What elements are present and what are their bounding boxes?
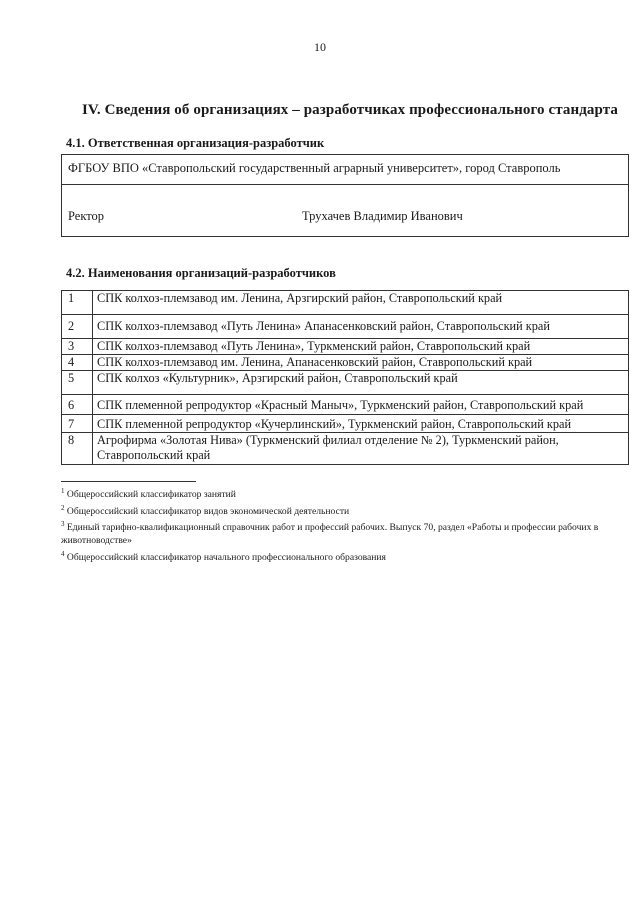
footnote-text: Общероссийский классификатор занятий bbox=[66, 489, 236, 501]
footnote bbox=[61, 518, 629, 547]
footnote-text: Общероссийский классификатор начального профессионального образования bbox=[66, 551, 386, 563]
row-number: 5 bbox=[62, 371, 93, 395]
responsible-role: Ректор bbox=[68, 209, 105, 223]
row-number: 4 bbox=[62, 355, 93, 371]
row-number: 3 bbox=[62, 339, 93, 355]
responsible-person: Трухачев Владимир Иванович bbox=[302, 209, 463, 223]
table-divider bbox=[62, 184, 628, 185]
row-number: 6 bbox=[62, 395, 93, 415]
table-row bbox=[62, 371, 629, 395]
footnotes bbox=[61, 485, 629, 564]
footnote bbox=[61, 485, 629, 502]
footnote-separator bbox=[61, 481, 196, 482]
table-row bbox=[62, 415, 629, 433]
footnote-mark: 3 bbox=[61, 520, 65, 529]
org-name: СПК колхоз-племзавод «Путь Ленина», Туркменский район, Ставропольский край bbox=[93, 339, 629, 355]
table-row bbox=[62, 395, 629, 415]
row-number: 8 bbox=[62, 433, 93, 465]
responsible-org-table bbox=[61, 154, 629, 237]
responsible-org-name: ФГБОУ ВПО «Ставропольский государственный аграрный университет», город Ставрополь bbox=[68, 161, 561, 175]
footnote-text: Общероссийский классификатор видов экономической деятельности bbox=[66, 505, 350, 517]
org-name: СПК племенной репродуктор «Красный Маныч», Туркменский район, Ставропольский край bbox=[93, 395, 629, 415]
org-name: СПК колхоз-племзавод им. Ленина, Арзгирский район, Ставропольский край bbox=[93, 291, 629, 315]
row-number: 1 bbox=[62, 291, 93, 315]
responsible-org-heading: 4.1. Ответственная организация-разработчик bbox=[66, 136, 325, 150]
org-name: СПК колхоз-племзавод им. Ленина, Апанасенковский район, Ставропольский край bbox=[93, 355, 629, 371]
org-name: СПК колхоз-племзавод «Путь Ленина» Апанасенковский район, Ставропольский край bbox=[93, 315, 629, 339]
developer-orgs-table bbox=[61, 290, 629, 465]
footnote-mark: 2 bbox=[61, 503, 65, 512]
page-number: 10 bbox=[314, 40, 326, 54]
org-name: СПК колхоз «Культурник», Арзгирский район, Ставропольский край bbox=[93, 371, 629, 395]
developer-orgs-heading: 4.2. Наименования организаций-разработчиков bbox=[66, 266, 336, 280]
org-name: Агрофирма «Золотая Нива» (Туркменский филиал отделение № 2), Туркменский район, Ставропольский край bbox=[93, 433, 629, 465]
table-row bbox=[62, 339, 629, 355]
table-row bbox=[62, 433, 629, 465]
row-number: 2 bbox=[62, 315, 93, 339]
footnote-text: Единый тарифно-квалификационный справочник работ и профессий рабочих. Выпуск 70, раздел «Работы и профессии рабочих в животноводстве» bbox=[61, 522, 599, 547]
table-row bbox=[62, 315, 629, 339]
footnote bbox=[61, 502, 629, 519]
table-row bbox=[62, 291, 629, 315]
footnote bbox=[61, 548, 629, 565]
footnote-mark: 1 bbox=[61, 487, 65, 495]
org-name: СПК племенной репродуктор «Кучерлинский», Туркменский район, Ставропольский край bbox=[93, 415, 629, 433]
footnote-mark: 4 bbox=[61, 549, 65, 558]
row-number: 7 bbox=[62, 415, 93, 433]
table-row bbox=[62, 355, 629, 371]
section-title: IV. Сведения об организациях – разработчиках профессионального стандарта bbox=[81, 102, 619, 118]
